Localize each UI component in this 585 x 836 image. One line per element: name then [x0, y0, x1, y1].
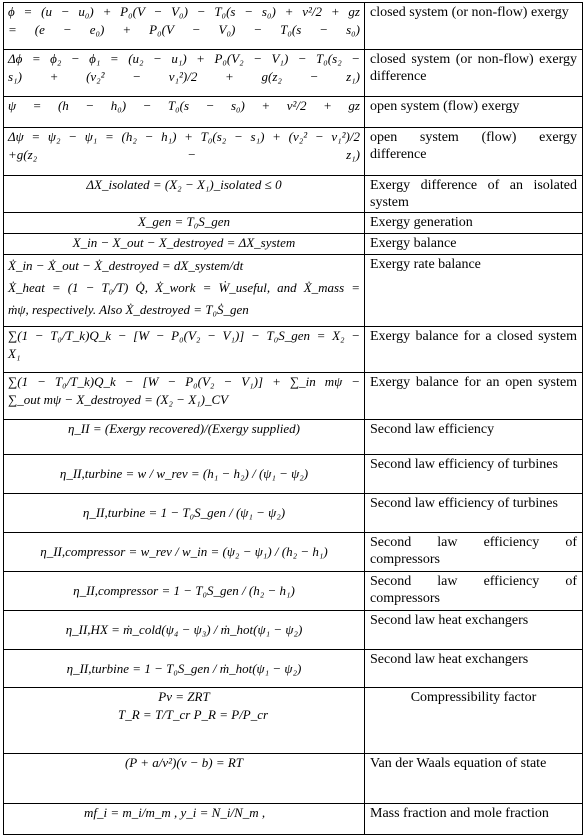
equation-cell	[4, 50, 365, 97]
equation-cell	[4, 533, 365, 572]
equation-cell	[4, 611, 365, 650]
table-row	[4, 572, 583, 611]
equation-cell	[4, 176, 365, 213]
description-cell: Second law efficiency	[365, 420, 583, 455]
equation-line: ∑_out mψ − X_destroyed = (X₂ − X₁)_CV	[8, 392, 229, 407]
equation-line: ψ = (h − h₀) − T₀(s − s₀) + v²/2 + gz	[8, 98, 360, 113]
equation-cell	[4, 455, 365, 494]
equation-line: X₁	[8, 346, 21, 361]
description-cell: Exergy balance for a closed system	[365, 327, 583, 373]
table-row	[4, 50, 583, 97]
equation-line: η_II = (Exergy recovered)/(Exergy supplied)	[67, 421, 301, 436]
table-row	[4, 494, 583, 533]
equation-cell	[4, 688, 365, 754]
description-cell: Exergy balance	[365, 234, 583, 255]
equation-line: η_II,turbine = 1 − T₀S_gen / ṁ_hot(ψ₁ − ψ₂)	[66, 660, 302, 676]
description-cell: Second law heat exchangers	[365, 650, 583, 688]
description-cell: Exergy rate balance	[365, 255, 583, 327]
description-cell: Mass fraction and mole fraction	[365, 804, 583, 835]
equation-cell	[4, 494, 365, 533]
thermodynamics-formula-table	[3, 2, 583, 835]
table-row	[4, 128, 583, 176]
description-cell: Second law efficiency of compressors	[365, 572, 583, 611]
description-cell: closed system (or non-flow) exergy difference	[365, 50, 583, 97]
table-row	[4, 688, 583, 754]
description-cell: Exergy balance for an open system	[365, 373, 583, 420]
table-row	[4, 176, 583, 213]
equation-line: η_II,compressor = w_rev / w_in = (ψ₂ − ψ₁) / (h₂ − h₁)	[40, 544, 328, 559]
table-row	[4, 455, 583, 494]
table-row	[4, 650, 583, 688]
equation-line: Δψ = ψ₂ − ψ₁ = (h₂ − h₁) + T₀(s₂ − s₁) + (v₂² − v₁²)/2	[8, 129, 360, 144]
table-row	[4, 97, 583, 128]
equation-line: η_II,compressor = 1 − T₀S_gen / (h₂ − h₁)	[73, 583, 295, 598]
equation-line: ϕ = (u − u₀) + P₀(V − V₀) − T₀(s − s₀) + v²/2 + gz	[8, 4, 360, 19]
description-cell: Second law heat exchangers	[365, 611, 583, 650]
equation-line: +g(z₂ − z₁)	[8, 147, 360, 162]
table-row	[4, 420, 583, 455]
equation-cell	[4, 804, 365, 835]
description-cell: open system (flow) exergy	[365, 97, 583, 128]
description-cell: Second law efficiency of turbines	[365, 494, 583, 533]
equation-cell	[4, 572, 365, 611]
equation-line: Δϕ = ϕ₂ − ϕ₁ = (u₂ − u₁) + P₀(V₂ − V₁) − T₀(s₂ −	[8, 51, 360, 66]
equation-cell	[4, 754, 365, 804]
equation-line: mf_i = m_i/m_m , y_i = N_i/N_m ,	[84, 805, 266, 820]
description-cell: open system (flow) exergy difference	[365, 128, 583, 176]
equation-cell	[4, 234, 365, 255]
equation-cell	[4, 3, 365, 50]
description-cell: Exergy generation	[365, 213, 583, 234]
equation-line: Ẋ_in − Ẋ_out − Ẋ_destroyed = dX_system/dt	[8, 258, 244, 273]
equation-line: ∑(1 − T₀/T_k)Q_k − [W − P₀(V₂ − V₁)] + ∑_in mψ −	[8, 374, 360, 389]
equation-line: ΔX_isolated = (X₂ − X₁)_isolated ≤ 0	[86, 177, 282, 192]
table-row	[4, 255, 583, 327]
equation-line: η_II,turbine = 1 − T₀S_gen / (ψ₁ − ψ₂)	[82, 505, 286, 520]
equation-line: T_R = T/T_cr P_R = P/P_cr	[118, 707, 269, 722]
equation-cell	[4, 128, 365, 176]
table-row	[4, 234, 583, 255]
equation-line: (P + a/v²)(v − b) = RT	[124, 755, 244, 770]
equation-cell	[4, 650, 365, 688]
description-cell: Van der Waals equation of state	[365, 754, 583, 804]
description-cell: Exergy difference of an isolated system	[365, 176, 583, 213]
equation-line: X_in − X_out − X_destroyed = ΔX_system	[72, 235, 296, 250]
equation-line: = (e − e₀) + P₀(V − V₀) − T₀(s − s₀)	[8, 22, 360, 37]
equation-line: s₁) + (v₂² − v₁²)/2 + g(z₂ − z₁)	[8, 69, 360, 84]
table-row	[4, 611, 583, 650]
table-row	[4, 3, 583, 50]
description-cell: closed system (or non-flow) exergy	[365, 3, 583, 50]
equation-line: η_II,HX = ṁ_cold(ψ₄ − ψ₃) / ṁ_hot(ψ₁ − ψ₂)	[65, 622, 303, 637]
equation-line: X_gen = T₀S_gen	[137, 214, 230, 229]
equation-cell	[4, 255, 365, 327]
description-cell: Second law efficiency of turbines	[365, 455, 583, 494]
equation-cell	[4, 97, 365, 128]
equation-line: ṁψ, respectively. Also Ẋ_destroyed = T₀Ṡ_gen	[8, 302, 249, 317]
table-row	[4, 804, 583, 835]
table-row	[4, 754, 583, 804]
equation-cell	[4, 373, 365, 420]
table-row	[4, 327, 583, 373]
description-cell: Second law efficiency of compressors	[365, 533, 583, 572]
equation-cell	[4, 327, 365, 373]
table-row	[4, 213, 583, 234]
table-row	[4, 373, 583, 420]
equation-line: Pv = ZRT	[158, 689, 210, 704]
equation-line: η_II,turbine = w / w_rev = (h₁ − h₂) / (ψ₁ − ψ₂)	[59, 466, 309, 481]
equation-cell	[4, 213, 365, 234]
equation-cell	[4, 420, 365, 455]
table-row	[4, 533, 583, 572]
description-cell: Compressibility factor	[365, 688, 583, 754]
equation-line: Ẋ_heat = (1 − T₀/T) Q̇, Ẋ_work = Ẇ_useful, and Ẋ_mass =	[8, 280, 360, 295]
equation-line: ∑(1 − T₀/T_k)Q_k − [W − P₀(V₂ − V₁)] − T₀S_gen = X₂ −	[8, 328, 360, 343]
